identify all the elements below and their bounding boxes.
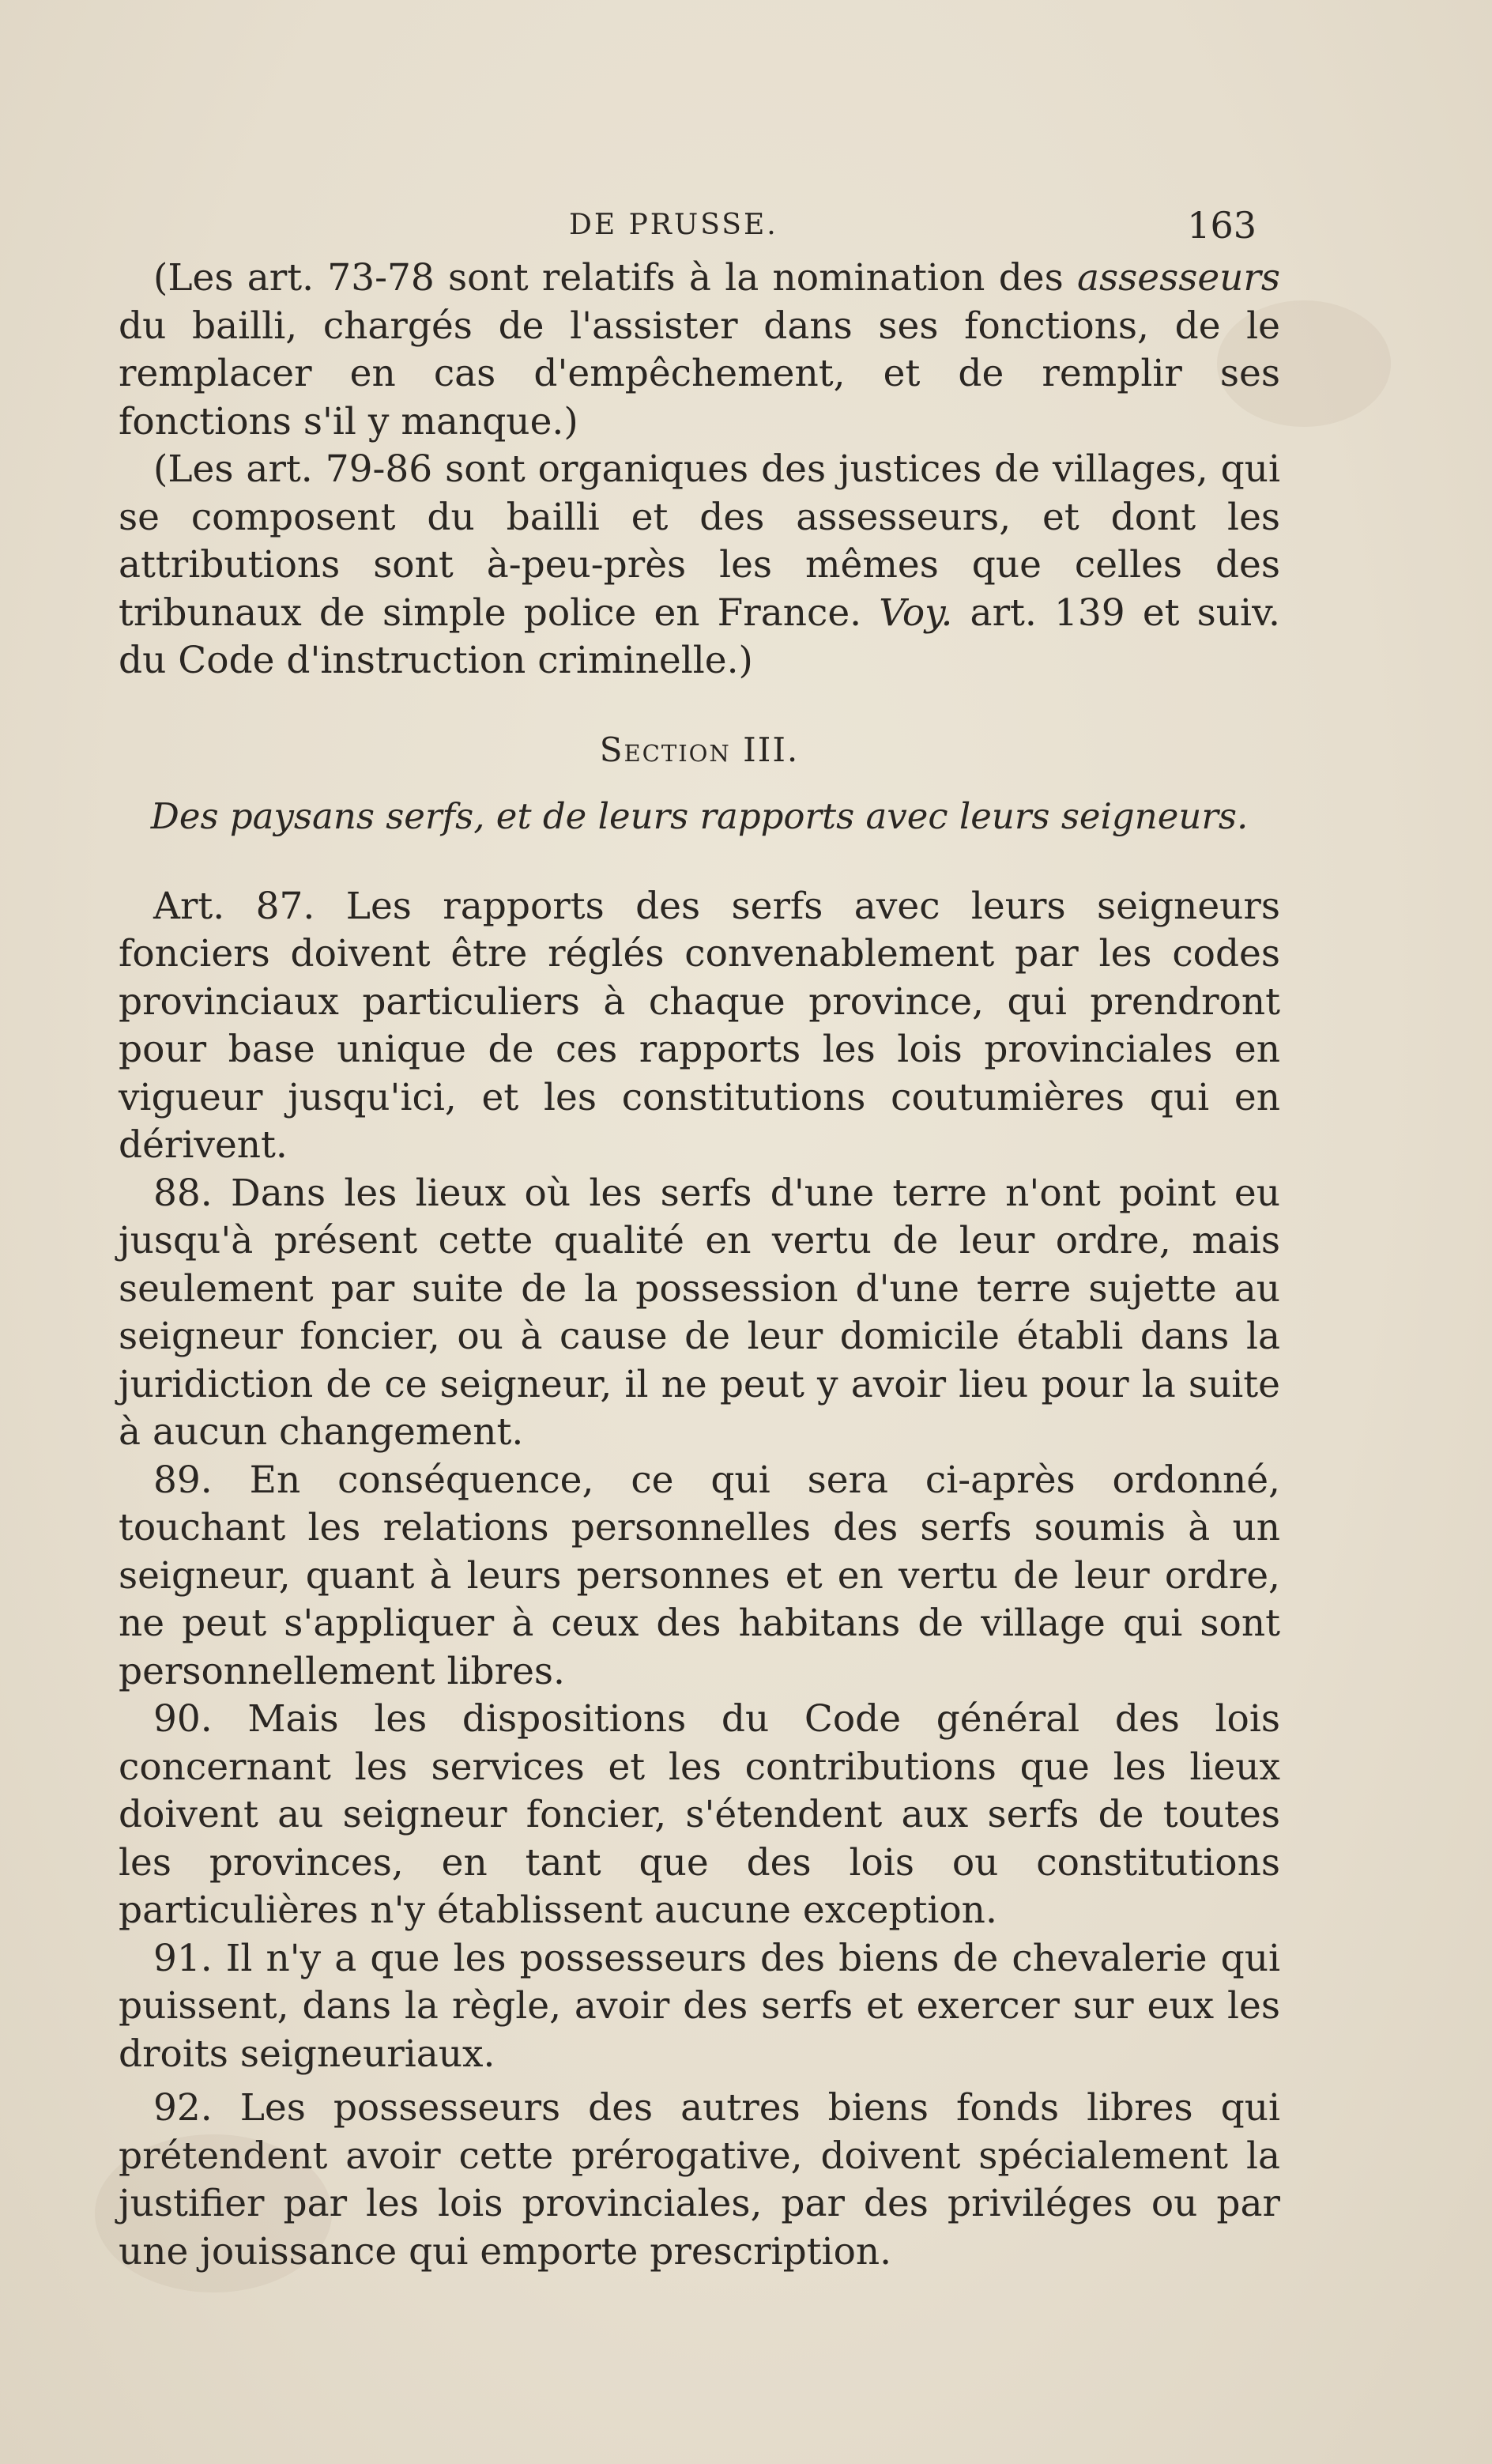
article-91: 91. Il n'y a que les possesseurs des biens de chevalerie qui puissent, dans la règle, avoir des serfs et exercer sur eux les droits seigneuriaux. bbox=[119, 1936, 1280, 2076]
article-90: 90. Mais les dispositions du Code général des lois concernant les services et les contributions que les lieux doivent au seigneur foncier, s'étendent aux serfs de toutes les provinces, en tant que des lois ou constitutions particulières n'y établissent aucune exception. bbox=[119, 1697, 1280, 1932]
paragraph-text: (Les art. 73-78 sont relatifs à la nomination des bbox=[153, 256, 1077, 300]
paragraph-text: du bailli, chargés de l'assister dans ses fonctions, de le remplacer en cas d'empêchement, et de remplir ses fonctions s'il y manque.) bbox=[119, 304, 1280, 443]
paragraph-italic: assesseurs bbox=[1077, 256, 1280, 300]
page-body bbox=[119, 255, 1280, 2276]
paragraph-text: art. 139 et suiv. du Code d'instruction criminelle.) bbox=[119, 591, 1280, 682]
paragraph bbox=[119, 446, 1280, 685]
article-87: Art. 87. Les rapports des serfs avec leurs seigneurs fonciers doivent être réglés convenablement par les codes provinciaux particuliers à chaque province, qui prendront pour base unique de ces rapports les lois provinciales en vigueur jusqu'ici, et les constitutions coutumières qui en dérivent. bbox=[119, 884, 1280, 1167]
section-subtitle: Des paysans serfs, et de leurs rapports avec leurs seigneurs. bbox=[150, 794, 1249, 837]
article-92: 92. Les possesseurs des autres biens fonds libres qui prétendent avoir cette prérogative, doivent spécialement la justifier par les lois provinciales, par des priviléges ou par une jouissance qui emporte prescription. bbox=[119, 2086, 1280, 2273]
paragraph-italic: Voy. bbox=[879, 591, 953, 635]
page-header bbox=[119, 204, 1257, 251]
article-88: 88. Dans les lieux où les serfs d'une terre n'ont point eu jusqu'à présent cette qualité en vertu de leur ordre, mais seulement par suite de la possession d'une terre sujette au seigneur foncier, ou à cause de leur domicile établi dans la juridiction de ce seigneur, il ne peut y avoir lieu pour la suite à aucun changement. bbox=[119, 1171, 1280, 1454]
section-title: Section III. bbox=[599, 730, 800, 769]
paragraph-text: (Les art. 79-86 sont organiques des justices de villages, qui se composent du bailli et des assesseurs, et dont les attributions sont à-peu-près les mêmes que celles des tribunaux de simple police en France. bbox=[119, 447, 1280, 635]
paragraph bbox=[119, 255, 1280, 446]
page-number: 163 bbox=[1187, 204, 1257, 247]
running-head: DE PRUSSE. bbox=[569, 209, 778, 241]
article-89: 89. En conséquence, ce qui sera ci-après ordonné, touchant les relations personnelles des serfs soumis à un seigneur, quant à leurs personnes et en vertu de leur ordre, ne peut s'appliquer à ceux des habitans de village qui sont personnellement libres. bbox=[119, 1458, 1280, 1693]
